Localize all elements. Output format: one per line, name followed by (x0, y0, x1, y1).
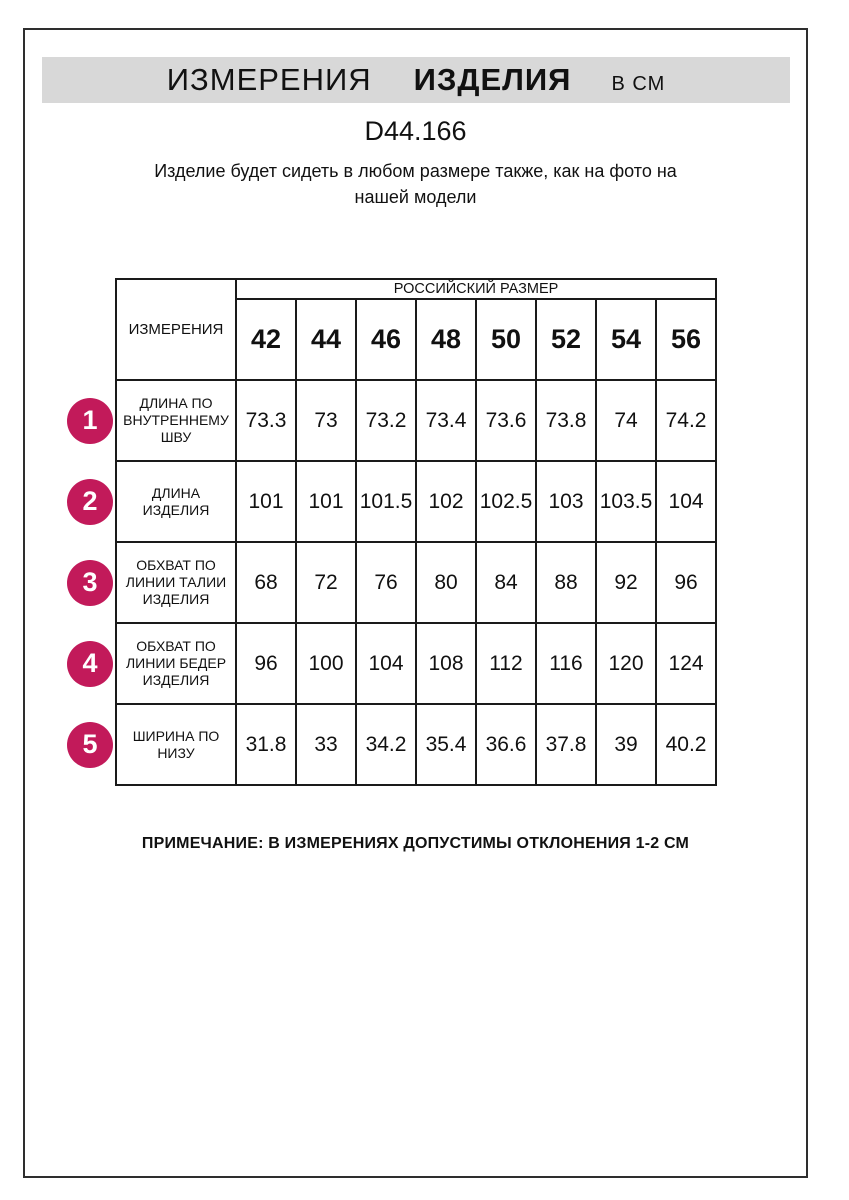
table-header-row-group (116, 279, 716, 299)
size-value: 101 (296, 461, 356, 542)
russian-size-group-header: РОССИЙСКИЙ РАЗМЕР (236, 279, 716, 299)
size-value: 104 (356, 623, 416, 704)
subtitle (25, 158, 806, 210)
size-value: 96 (236, 623, 296, 704)
title-word-measurements: ИЗМЕРЕНИЯ (166, 62, 372, 97)
size-value: 102.5 (476, 461, 536, 542)
size-value: 116 (536, 623, 596, 704)
measure-label: ОБХВАТ ПО ЛИНИИ БЕДЕР ИЗДЕЛИЯ (116, 623, 236, 704)
size-value: 73.8 (536, 380, 596, 461)
size-value: 74 (596, 380, 656, 461)
page-title (42, 57, 790, 109)
title-banner (42, 57, 790, 103)
size-value: 73.3 (236, 380, 296, 461)
table-row (116, 704, 716, 785)
size-column-header: 44 (296, 299, 356, 380)
size-column-header: 54 (596, 299, 656, 380)
row-number-badge: 1 (67, 398, 113, 444)
size-column-header: 52 (536, 299, 596, 380)
size-value: 100 (296, 623, 356, 704)
size-value: 108 (416, 623, 476, 704)
measure-label: ДЛИНА ПО ВНУТРЕННЕМУ ШВУ (116, 380, 236, 461)
size-column-header: 50 (476, 299, 536, 380)
subtitle-line-1: Изделие будет сидеть в любом размере также, как на фото на (154, 161, 677, 181)
row-number-badge: 4 (67, 641, 113, 687)
title-unit-cm: В СМ (611, 73, 666, 95)
measure-label: ОБХВАТ ПО ЛИНИИ ТАЛИИ ИЗДЕЛИЯ (116, 542, 236, 623)
size-value: 73.6 (476, 380, 536, 461)
table-row (116, 461, 716, 542)
size-value: 104 (656, 461, 716, 542)
size-value: 35.4 (416, 704, 476, 785)
table-row (116, 623, 716, 704)
size-value: 84 (476, 542, 536, 623)
size-value: 96 (656, 542, 716, 623)
row-number-badge: 3 (67, 560, 113, 606)
size-value: 36.6 (476, 704, 536, 785)
size-value: 40.2 (656, 704, 716, 785)
title-word-product: ИЗДЕЛИЯ (413, 62, 572, 97)
size-value: 33 (296, 704, 356, 785)
size-value: 73 (296, 380, 356, 461)
size-value: 31.8 (236, 704, 296, 785)
size-value: 73.2 (356, 380, 416, 461)
note-text: ПРИМЕЧАНИЕ: В ИЗМЕРЕНИЯХ ДОПУСТИМЫ ОТКЛОНЕНИЯ 1-2 СМ (141, 835, 690, 852)
size-value: 92 (596, 542, 656, 623)
size-value: 80 (416, 542, 476, 623)
table-row (116, 542, 716, 623)
size-value: 101.5 (356, 461, 416, 542)
size-value: 72 (296, 542, 356, 623)
size-column-header: 42 (236, 299, 296, 380)
subtitle-line-2: нашей модели (354, 187, 477, 207)
table-row (116, 380, 716, 461)
model-code: D44.166 (364, 116, 467, 146)
size-value: 39 (596, 704, 656, 785)
size-value: 34.2 (356, 704, 416, 785)
row-number-badge: 5 (67, 722, 113, 768)
measurements-column-header: ИЗМЕРЕНИЯ (116, 279, 236, 380)
size-table (115, 278, 717, 786)
size-value: 103 (536, 461, 596, 542)
size-value: 124 (656, 623, 716, 704)
size-value: 73.4 (416, 380, 476, 461)
page-frame (23, 28, 808, 1178)
measure-label: ДЛИНА ИЗДЕЛИЯ (116, 461, 236, 542)
size-column-header: 56 (656, 299, 716, 380)
size-value: 37.8 (536, 704, 596, 785)
row-number-badge: 2 (67, 479, 113, 525)
size-value: 120 (596, 623, 656, 704)
size-value: 103.5 (596, 461, 656, 542)
size-value: 68 (236, 542, 296, 623)
size-column-header: 46 (356, 299, 416, 380)
size-value: 101 (236, 461, 296, 542)
size-value: 88 (536, 542, 596, 623)
size-value: 74.2 (656, 380, 716, 461)
size-column-header: 48 (416, 299, 476, 380)
size-value: 102 (416, 461, 476, 542)
size-value: 112 (476, 623, 536, 704)
size-value: 76 (356, 542, 416, 623)
measure-label: ШИРИНА ПО НИЗУ (116, 704, 236, 785)
